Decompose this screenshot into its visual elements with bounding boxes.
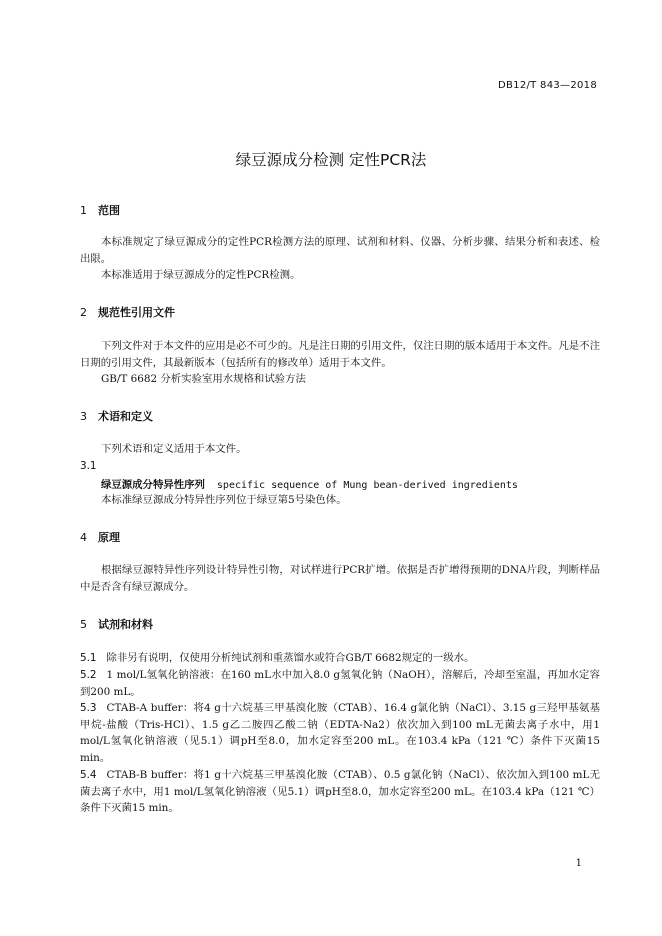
paragraph: 下列术语和定义适用于本文件。: [101, 443, 247, 455]
page-number: 1: [575, 858, 582, 869]
paragraph: 本标准适用于绿豆源成分的定性PCR检测。: [101, 269, 301, 281]
paragraph: 下列文件对于本文件的应用是必不可少的。凡是注日期的引用文件，仅注日期的版本适用于本文件。凡是不注日期的引用文件，其最新版本（包括所有的修改单）适用于本文件。: [80, 340, 600, 369]
term-chinese: 绿豆源成分特异性序列: [101, 479, 205, 491]
reference-item: GB/T 6682 分析实验室用水规格和试验方法: [101, 373, 306, 385]
section-heading-principle: 4 原理: [80, 531, 120, 544]
section-heading-reagents: 5 试剂和材料: [80, 618, 153, 631]
document-title: 绿豆源成分检测 定性PCR法: [235, 151, 427, 169]
section-heading-terms: 3 术语和定义: [80, 410, 153, 423]
paragraph: 根据绿豆源特异性序列设计特异性引物，对试样进行PCR扩增。依据是否扩增得预期的DNA片段，判断样品中是否含有绿豆源成分。: [80, 564, 600, 593]
standard-code: DB12/T 843—2018: [498, 80, 597, 91]
list-item: 5.2 1 mol/L氢氧化钠溶液：在160 mL水中加入8.0 g氢氧化钠（NaOH），溶解后，冷却至室温，再加水定容到200 mL。: [80, 669, 600, 698]
paragraph: 本标准规定了绿豆源成分的定性PCR检测方法的原理、试剂和材料、仪器、分析步骤、结果分析和表述、检出限。: [80, 236, 600, 265]
list-item: 5.4 CTAB-B buffer：将1 g十六烷基三甲基溴化胺（CTAB）、0.5 g氯化钠（NaCl）、依次加入到100 mL无菌去离子水中，用1 mol/L氢氧化钠溶液（见5.1）调pH至8.0，加水定容至200 mL。在103.4 kPa（121 ℃）条件下灭菌15 min。: [80, 769, 600, 814]
section-heading-scope: 1 范围: [80, 204, 120, 217]
list-item: 5.3 CTAB-A buffer：将4 g十六烷基三甲基溴化胺（CTAB）、16.4 g氯化钠（NaCl）、3.15 g三羟甲基氨基甲烷-盐酸（Tris-HCl）、1.5 g乙二胺四乙酸二钠（EDTA-Na2）依次加入到100 mL无菌去离子水中，用1 mol/L氢氧化钠溶液（见5.1）调pH至8.0，加水定容至200 mL。在103.4 kPa（121 ℃）条件下灭菌15 min。: [80, 702, 600, 764]
term-number: 3.1: [80, 460, 97, 472]
section-heading-normative-references: 2 规范性引用文件: [80, 306, 175, 319]
term-definition: 本标准绿豆源成分特异性序列位于绿豆第5号染色体。: [101, 494, 347, 506]
term-entry: [101, 476, 518, 491]
term-english: specific sequence of Mung bean-derived ingredients: [216, 480, 518, 491]
list-item: 5.1 除非另有说明，仅使用分析纯试剂和重蒸馏水或符合GB/T 6682规定的一级水。: [80, 652, 475, 664]
